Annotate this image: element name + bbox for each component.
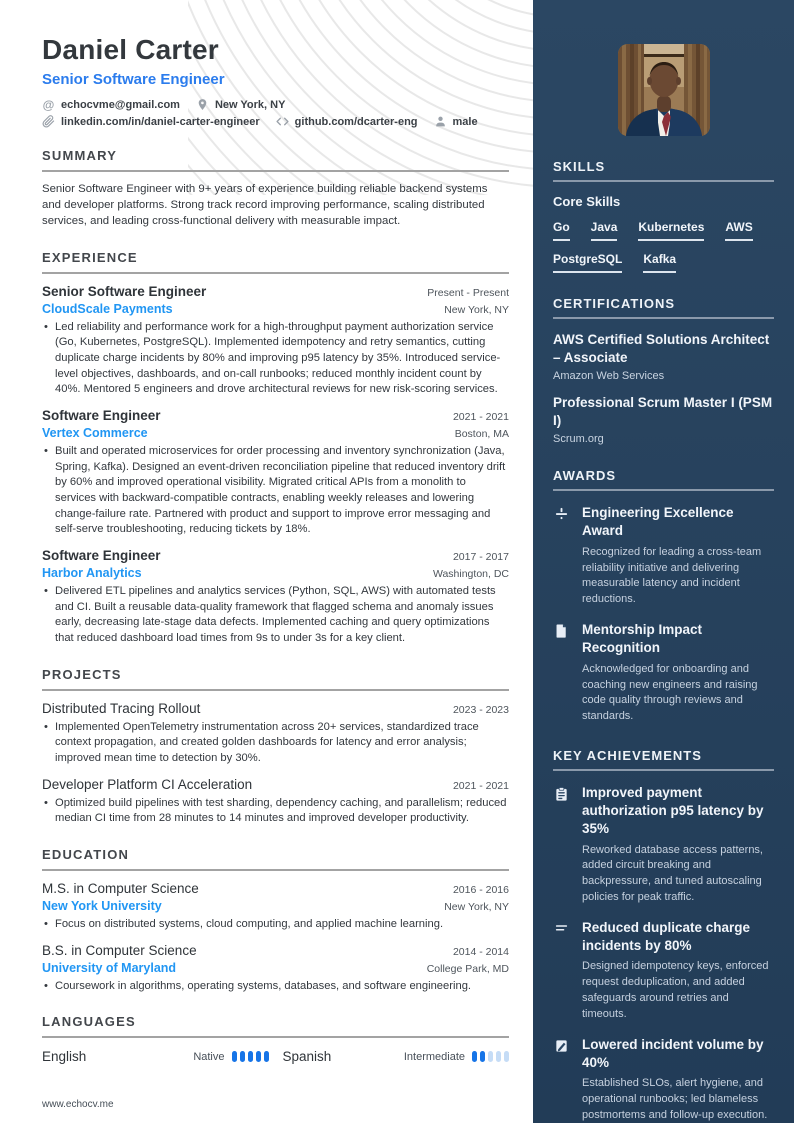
section-projects [42,667,509,827]
job-title: Software Engineer [42,407,161,423]
divider [553,317,774,319]
skill-item: Kubernetes [638,220,704,241]
job-dates: 2017 - 2017 [452,550,509,563]
certification-issuer: Amazon Web Services [553,370,665,383]
divider [553,489,774,491]
education-entry [42,881,509,933]
achievements-heading: KEY ACHIEVEMENTS [553,748,702,764]
award-description: Recognized for leading a cross-team reliability initiative and delivering measurable latency and incident reductions. [582,545,762,606]
email-link[interactable]: @ echocvme@gmail.com [42,97,180,112]
project-title: Distributed Tracing Rollout [42,700,201,716]
certificate-document-icon [553,623,570,640]
section-languages [42,1014,509,1064]
skills-list [553,220,774,273]
achievement-description: Designed idempotency keys, enforced request deduplication, and added safeguards around retries and timeouts. [582,960,769,1020]
experience-entry [42,284,509,398]
email-icon: @ [42,97,55,112]
project-entry [42,701,509,767]
note-pen-icon [553,1038,570,1055]
list-lines-icon [553,921,570,938]
education-bullet: • Focus on distributed systems, cloud computing, and applied machine learning. [42,917,509,933]
summary-heading: SUMMARY [42,148,118,163]
award-title: Mentorship Impact Recognition [582,622,703,655]
school-location: College Park, MD [426,962,509,975]
job-location: Boston, MA [454,427,509,440]
achievement-title: Reduced duplicate charge incidents by 80% [582,919,751,953]
divider [42,170,509,172]
sidebar-section-skills [553,159,774,273]
achievement-description: Established SLOs, alert hygiene, and operational runbooks; led blameless postmortems and follow-up execution. [582,1077,768,1122]
candidate-name: Daniel Carter [42,34,219,65]
language-level: Intermediate [403,1050,465,1063]
job-bullet: • Led reliability and performance work for a high-throughput payment authorization service (Go, Kubernetes, PostgreSQL). Implemented idempotency and retry semantics, cutting duplicate charge incidents by 80% and improving p95 latency by 35%. Introduced service-level objectives, dashboards, and on-call runbooks; reduced monthly incident count by 40%. Mentored 5 engineers and drove architectural reviews for new risk-scoring services. [42,320,509,398]
divider [553,180,774,182]
clipboard-icon [553,786,570,803]
achievement-item [553,1036,774,1123]
certifications-heading: CERTIFICATIONS [553,296,676,311]
divider [42,689,509,691]
language-name: Spanish [282,1049,332,1065]
skills-heading: SKILLS [553,159,606,174]
education-dates: 2014 - 2014 [452,945,509,958]
skill-item: Java [591,220,618,241]
language-item [42,1049,283,1064]
section-experience [42,250,509,647]
awards-heading: AWARDS [553,468,617,484]
certification-item [553,394,774,445]
divider [553,769,774,771]
project-bullet: • Optimized build pipelines with test sharding, dependency caching, and parallelism; reduced median CI time from 28 minutes to 14 minutes and improved developer productivity. [42,796,509,827]
skill-item: AWS [725,220,752,241]
certification-name: AWS Certified Solutions Architect – Associate [553,332,770,365]
achievement-title: Lowered incident volume by 40% [582,1036,764,1070]
experience-entry [42,548,509,647]
award-item [553,621,774,725]
job-title: Senior Software Engineer [42,283,207,299]
degree-title: B.S. in Computer Science [42,942,197,958]
project-dates: 2021 - 2021 [452,779,509,792]
degree-title: M.S. in Computer Science [42,881,199,896]
sidebar [533,0,794,1123]
language-name: English [42,1049,87,1065]
achievement-item [553,919,774,1023]
project-entry [42,777,509,827]
certification-issuer: Scrum.org [553,433,604,446]
education-dates: 2016 - 2016 [452,884,509,896]
language-item [283,1049,510,1064]
skill-item: Go [553,220,570,241]
skill-item: PostgreSQL [553,252,622,273]
languages-heading: LANGUAGES [42,1014,136,1030]
person-icon [434,115,447,128]
candidate-title: Senior Software Engineer [42,71,225,88]
experience-heading: EXPERIENCE [42,249,138,265]
education-bullet: • Coursework in algorithms, operating systems, databases, and software engineering. [42,979,509,995]
code-icon [276,115,289,128]
certification-name: Professional Scrum Master I (PSM I) [553,395,773,428]
award-description: Acknowledged for onboarding and coaching new engineers and raising code quality through reviews and standards. [582,662,758,723]
language-proficiency-dots [472,1051,509,1062]
sidebar-section-certifications [553,296,774,445]
gender-item: male [434,115,478,128]
divider [42,869,509,871]
company-link[interactable]: Vertex Commerce [42,425,148,440]
location-pin-icon [196,98,209,111]
projects-heading: PROJECTS [42,666,122,682]
skills-group-label: Core Skills [553,194,621,209]
sidebar-section-achievements [553,748,774,1123]
divider [42,272,509,274]
paperclip-icon [42,115,55,128]
job-location: New York, NY [444,303,509,316]
school-link[interactable]: University of Maryland [42,960,177,975]
project-dates: 2023 - 2023 [452,703,509,716]
company-link[interactable]: Harbor Analytics [42,565,142,580]
website-url[interactable]: www.echocv.me [42,1099,114,1110]
award-item [553,504,774,608]
job-bullet: • Built and operated microservices for order processing and inventory synchronization (Java, Spring, Kafka). Designed an event-driven reconciliation pipeline that reduced inventory drift by 60% and improved operational visibility. Migrated critical APIs from a monolith to services with backward-compatible contracts, enabling weekly releases and lowering change-failure rate. Partnered with product and support to improve error messaging and self-serve troubleshooting, reducing tickets by 18%. [42,444,509,538]
job-dates: 2021 - 2021 [452,410,509,423]
location-item: New York, NY [196,98,286,111]
contact-info [42,98,509,128]
section-summary [42,148,509,230]
sidebar-section-awards [553,468,774,725]
linkedin-link[interactable]: linkedin.com/in/daniel-carter-engineer [42,115,260,128]
section-education [42,847,509,994]
job-dates: Present - Present [427,286,509,299]
award-title: Engineering Excellence Award [582,505,734,538]
achievement-title: Improved payment authorization p95 latency by 35% [582,785,764,836]
divider [42,1036,509,1038]
school-location: New York, NY [444,901,509,913]
github-link[interactable]: github.com/dcarter-eng [276,115,418,128]
language-proficiency-dots [232,1051,269,1062]
experience-entry [42,408,509,538]
education-entry [42,943,509,995]
job-location: Washington, DC [432,567,509,580]
certification-item [553,331,774,382]
profile-photo [618,44,710,136]
job-bullet: • Delivered ETL pipelines and analytics services (Python, SQL, AWS) with automated tests and CI. Built a reusable data-quality framework that flagged schema and anomaly issues early, decreasing late-stage data defects. Implemented caching and query optimizations that reduced dashboard load times from 9s to under 3s for a key client. [42,584,509,647]
achievement-item [553,784,774,906]
summary-text: Senior Software Engineer with 9+ years of experience building reliable backend systems and developer platforms. Strong track record improving performance, scaling distributed services, and leading cross-functional delivery with measurable impact. [42,183,488,228]
company-link[interactable]: CloudScale Payments [42,301,173,316]
school-link[interactable]: New York University [42,899,162,913]
education-heading: EDUCATION [42,847,130,862]
achievement-description: Reworked database access patterns, added circuit breaking and backpressure, and tuned autoscaling policies for peak traffic. [582,843,763,903]
project-title: Developer Platform CI Acceleration [42,776,253,792]
award-divider-icon [553,506,570,523]
job-title: Software Engineer [42,547,161,563]
skill-item: Kafka [643,252,676,273]
project-bullet: • Implemented OpenTelemetry instrumentation across 20+ services, standardized trace context propagation, and created golden dashboards for latency and error analysis; improved mean time to detection by 30%. [42,720,509,767]
language-level: Native [193,1050,225,1063]
